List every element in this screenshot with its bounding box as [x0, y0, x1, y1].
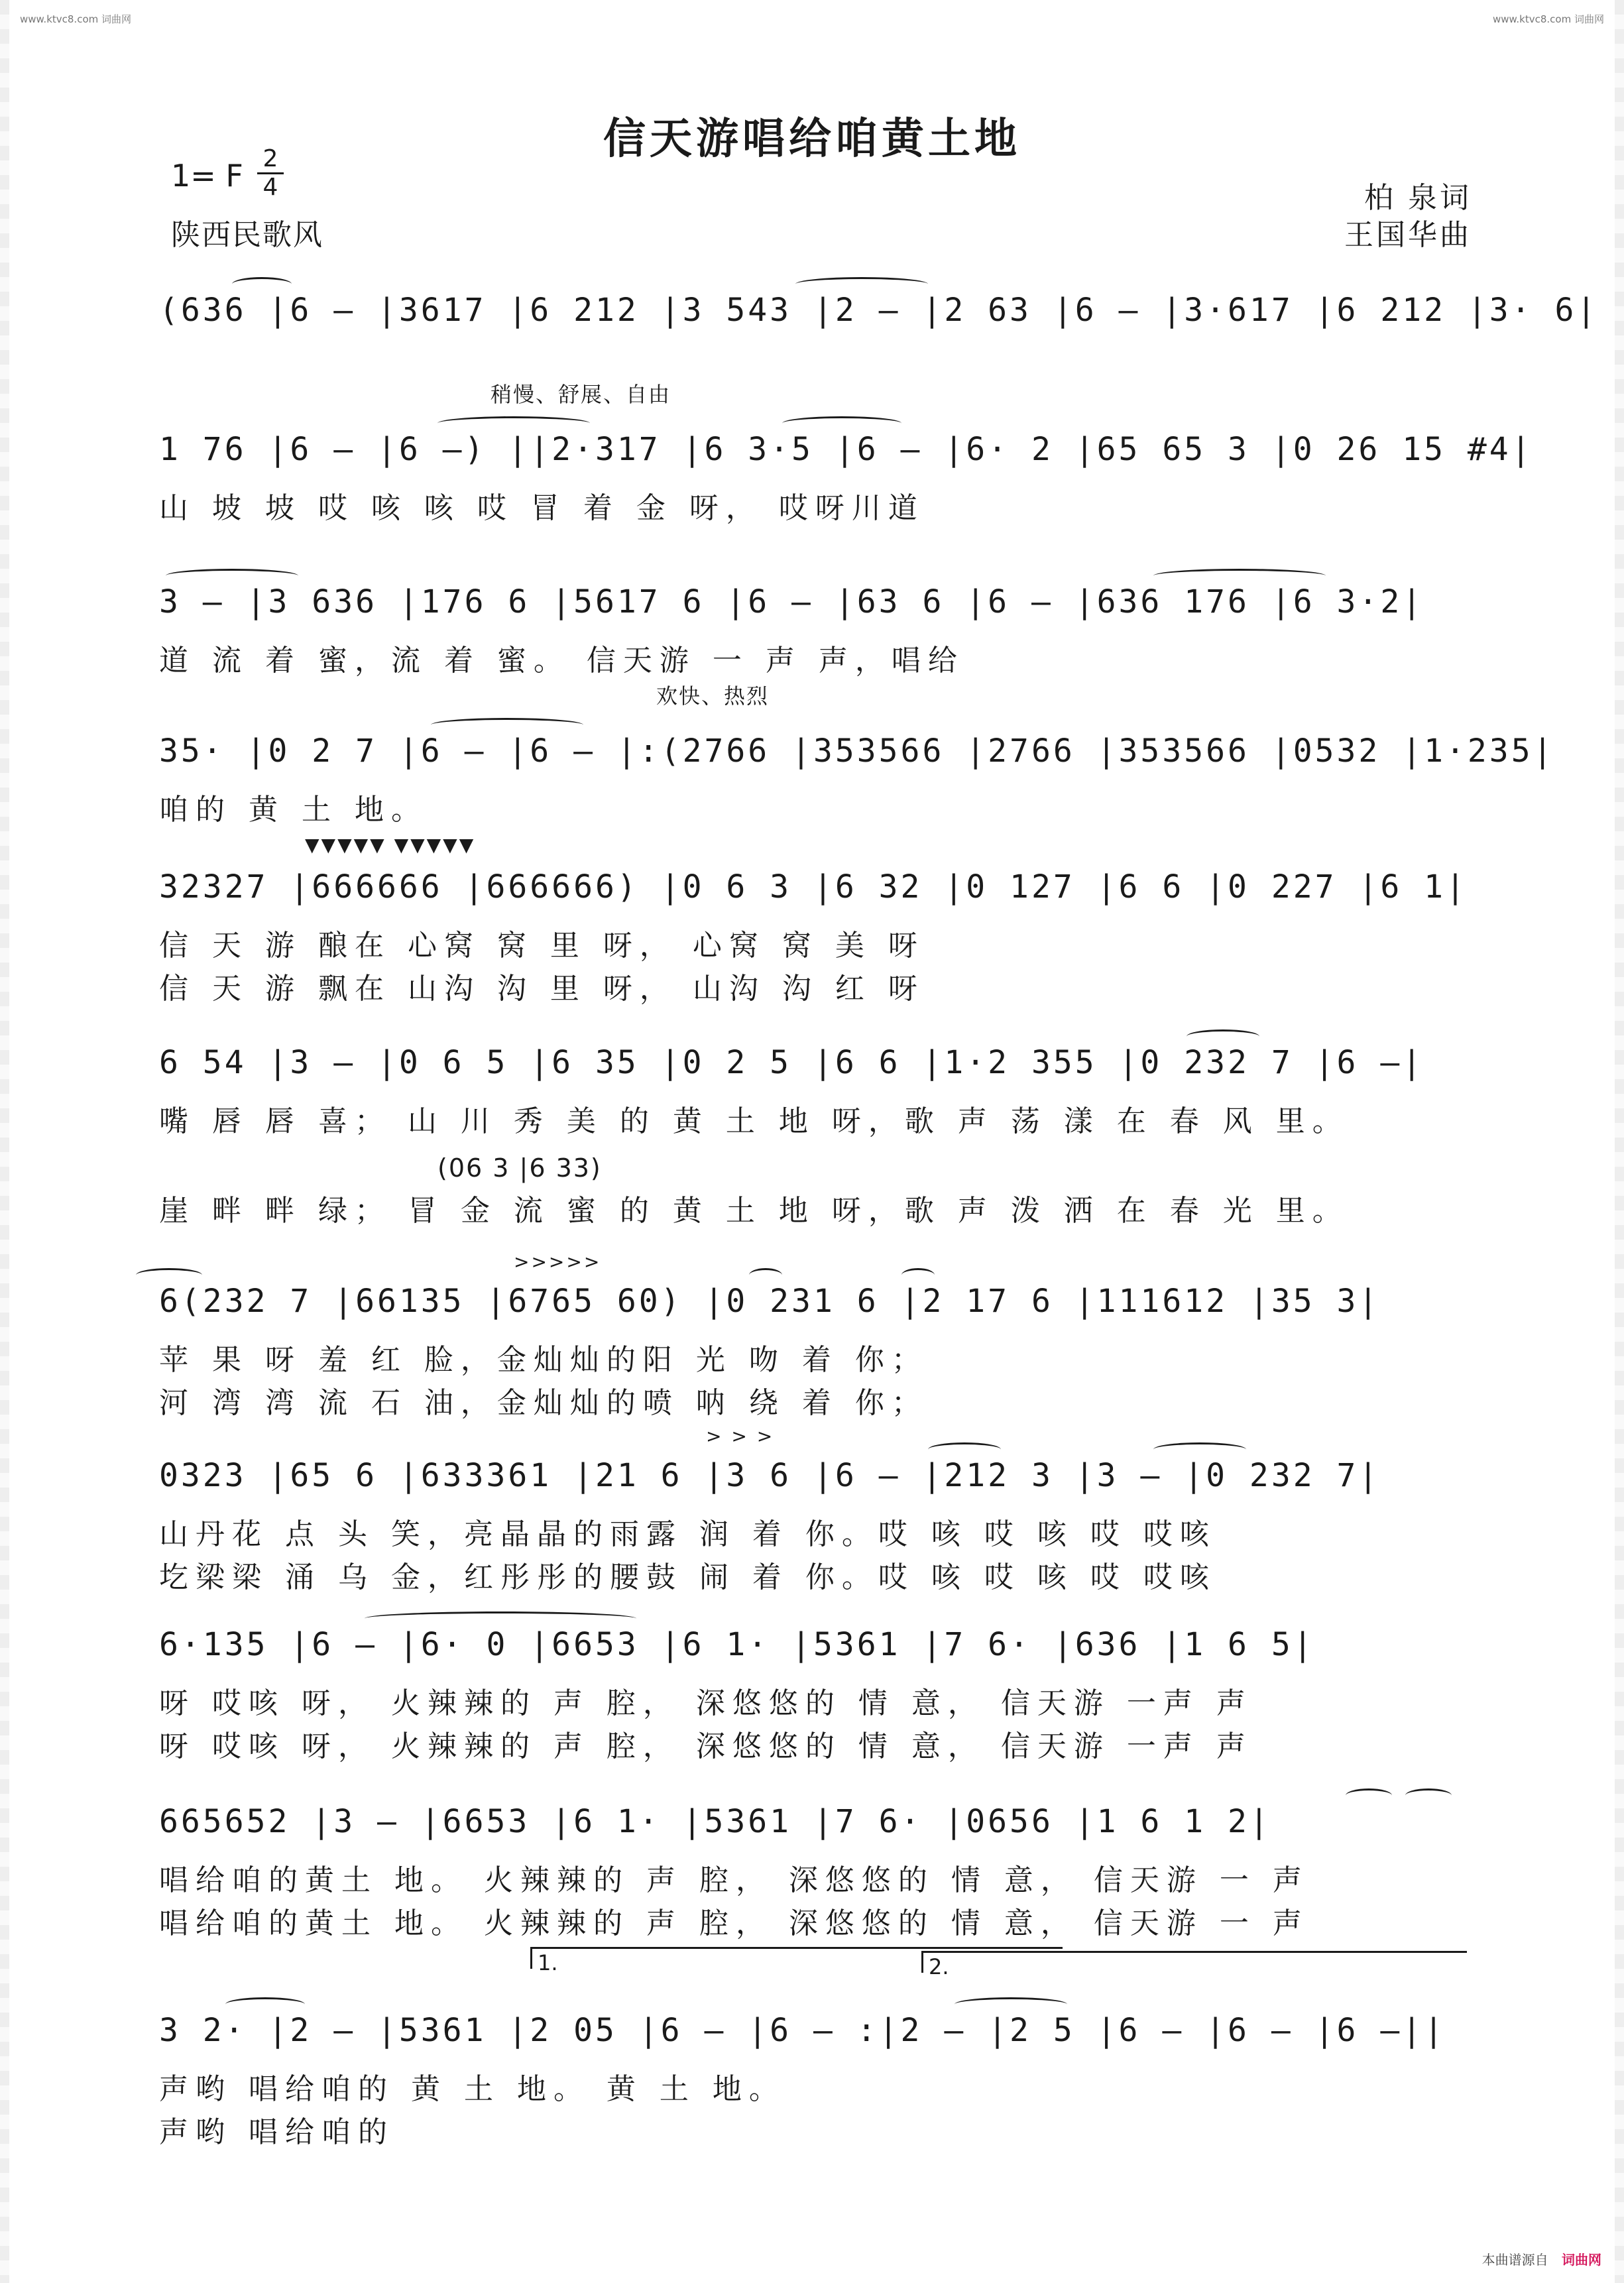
notation-line: 1 76 |6 — |6 —) ||2·317 |6 3·5 |6 — |6· 2 |65 65 3 |0 26 15 #4|	[159, 431, 1533, 468]
lyric-verse-1: 山丹花 点 头 笑，亮晶晶的雨露 润 着 你。哎 咳 哎 咳 哎 哎咳	[159, 1517, 1216, 1551]
lyric-verse-2: 呀 哎咳 呀， 火辣辣的 声 腔， 深悠悠的 情 意， 信天游 一声 声	[159, 1729, 1253, 1763]
lyric-verse-1: 信 天 游 酿在 心窝 窝 里 呀， 心窝 窝 美 呀	[159, 929, 925, 963]
slur-mark	[749, 1268, 782, 1282]
lyric-verse-2: 唱给咱的黄土 地。 火辣辣的 声 腔， 深悠悠的 情 意， 信天游 一 声	[159, 1906, 1309, 1940]
notation-line: 6 54 |3 — |0 6 5 |6 35 |0 2 5 |6 6 |1·2 355 |0 232 7 |6 —|	[159, 1044, 1424, 1081]
page-footer	[1482, 2249, 1601, 2268]
key-signature: 1= F	[171, 158, 243, 194]
footer-source: 本曲谱源自	[1481, 2252, 1548, 2268]
tempo-direction: 欢快、热烈	[656, 683, 770, 709]
notation-line: 32327 |666666 |666666) |0 6 3 |6 32 |0 127 |6 6 |0 227 |6 1|	[159, 868, 1468, 906]
footer-brand-logo[interactable]: 词曲网	[1562, 2252, 1601, 2268]
notation-line: 665652 |3 — |6653 |6 1· |5361 |7 6· |0656 |1 6 1 2|	[159, 1803, 1271, 1840]
lyric-verse-1: 山 坡 坡 哎 咳 咳 哎 冒 着 金 呀， 哎呀川道	[159, 491, 925, 525]
second-ending-label: 2.	[929, 1954, 949, 1979]
notation-line: 0323 |65 6 |633361 |21 6 |3 6 |6 — |212 3 |3 — |0 232 7|	[159, 1457, 1381, 1494]
lyric-verse-1: 嘴 唇 唇 喜； 山 川 秀 美 的 黄 土 地 呀，歌 声 荡 漾 在 春 风 里。	[159, 1104, 1349, 1138]
site-watermark-right: www.ktvc8.com 词曲网	[1492, 13, 1604, 25]
notation-line: 3 2· |2 — |5361 |2 05 |6 — |6 — :|2 — |2 5 |6 — |6 — |6 —||	[159, 2012, 1446, 2049]
lyric-verse-1: 唱给咱的黄土 地。 火辣辣的 声 腔， 深悠悠的 情 意， 信天游 一 声	[159, 1863, 1309, 1897]
slur-mark	[232, 277, 292, 291]
notation-line: 3 — |3 636 |176 6 |5617 6 |6 — |63 6 |6 — |636 176 |6 3·2|	[159, 583, 1424, 620]
slur-mark	[431, 718, 583, 732]
tempo-direction: 稍慢、舒展、自由	[491, 382, 671, 407]
lyric-verse-1: 呀 哎咳 呀， 火辣辣的 声 腔， 深悠悠的 情 意， 信天游 一声 声	[159, 1686, 1253, 1720]
slur-mark	[136, 1268, 202, 1282]
composer-credit: 王国华曲	[1344, 218, 1472, 252]
slur-mark	[225, 1997, 305, 2011]
notation-line: (636 |6 — |3617 |6 212 |3 543 |2 — |2 63 |6 — |3·617 |6 212 |3· 6|	[159, 292, 1599, 329]
meter-top: 2	[262, 145, 278, 172]
slur-mark	[1405, 1788, 1452, 1802]
lyric-verse-1: 咱的 黄 土 地。	[159, 793, 428, 827]
slur-mark	[1153, 569, 1326, 583]
slur-mark	[928, 1442, 1001, 1456]
accent-triangles: ▼▼▼▼▼ ▼▼▼▼▼	[305, 834, 476, 856]
lyric-verse-1: 道 流 着 蜜，流 着 蜜。 信天游 一 声 声，唱给	[159, 644, 964, 677]
lyric-verse-2: 信 天 游 飘在 山沟 沟 里 呀， 山沟 沟 红 呀	[159, 972, 925, 1006]
lyric-verse-2: 圪梁梁 涌 乌 金，红彤彤的腰鼓 闹 着 你。哎 咳 哎 咳 哎 哎咳	[159, 1560, 1216, 1594]
left-margin-strip	[0, 0, 9, 2283]
slur-mark	[1346, 1788, 1392, 1802]
lyric-verse-1: 声哟 唱给咱的 黄 土 地。 黄 土 地。	[159, 2072, 785, 2106]
second-ending-bracket	[921, 1951, 1467, 1979]
slur-mark	[782, 416, 901, 430]
notation-line: 35· |0 2 7 |6 — |6 — |:(2766 |353566 |2766 |353566 |0532 |1·235|	[159, 732, 1555, 770]
lyric-verse-2: 崖 畔 畔 绿； 冒 金 流 蜜 的 黄 土 地 呀，歌 声 泼 洒 在 春 光 里。	[159, 1194, 1349, 1228]
notation-line: 6(232 7 |66135 |6765 60) |0 231 6 |2 17 6 |111612 |35 3|	[159, 1283, 1381, 1320]
slur-mark	[166, 569, 298, 583]
slur-mark	[365, 1611, 636, 1625]
slur-mark	[1153, 1442, 1246, 1456]
notation-line: 6·135 |6 — |6· 0 |6653 |6 1· |5361 |7 6· |636 |1 6 5|	[159, 1626, 1315, 1663]
lyric-verse-2: 河 湾 湾 流 石 油，金灿灿的喷 呐 绕 着 你；	[159, 1386, 928, 1420]
lyricist-credit: 柏 泉词	[1364, 181, 1472, 215]
lyric-verse-2: 声哟 唱给咱的	[159, 2115, 394, 2149]
song-style: 陕西民歌风	[171, 218, 323, 252]
right-margin-strip	[1615, 0, 1624, 2283]
variant-notation: (06 3 |6 33)	[437, 1153, 602, 1183]
slur-mark	[901, 1268, 935, 1282]
time-signature	[257, 147, 284, 200]
lyric-verse-1: 苹 果 呀 羞 红 脸，金灿灿的阳 光 吻 着 你；	[159, 1343, 928, 1377]
accent-marks: >>>>>	[514, 1251, 602, 1273]
song-title: 信天游唱给咱黄土地	[603, 114, 1021, 164]
first-ending-label: 1.	[538, 1950, 558, 1975]
slur-mark	[795, 277, 928, 291]
slur-mark	[1187, 1029, 1259, 1043]
slur-mark	[437, 416, 590, 430]
accent-marks: > > >	[706, 1425, 775, 1447]
site-watermark-left: www.ktvc8.com 词曲网	[20, 13, 132, 25]
meter-bottom: 4	[262, 174, 278, 201]
slur-mark	[955, 1997, 1067, 2011]
